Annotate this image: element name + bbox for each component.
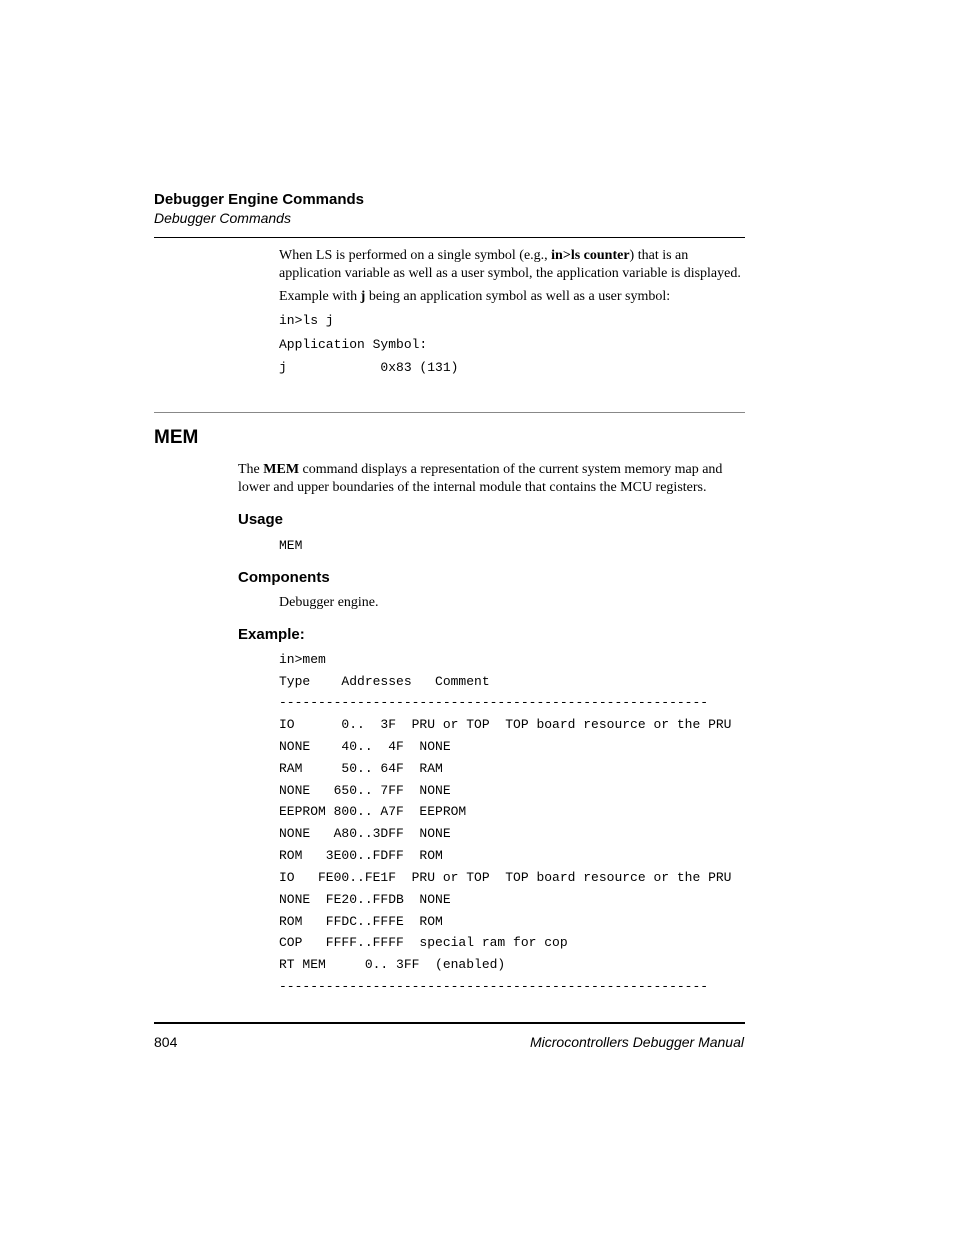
mem-description — [238, 461, 738, 497]
example-code-line: ROM 3E00..FDFF ROM — [279, 848, 443, 863]
example-code-line: ROM FFDC..FFFE ROM — [279, 914, 443, 929]
example-code-line: NONE 650.. 7FF NONE — [279, 783, 451, 798]
ls-paragraph-1 — [279, 247, 749, 283]
example-code-line: Type Addresses Comment — [279, 674, 490, 689]
ls-p2-bold: j — [360, 289, 366, 304]
example-code-line: IO 0.. 3F PRU or TOP TOP board resource or the PRU — [279, 717, 732, 732]
ls-p2-text-end: being an application symbol as well as a user symbol: — [365, 289, 671, 304]
footer-rule — [154, 1022, 745, 1024]
example-code-line: in>mem — [279, 652, 326, 667]
ls-p2-text: Example with — [279, 289, 361, 304]
running-header-subtitle: Debugger Commands — [154, 210, 291, 226]
example-code-line: EEPROM 800.. A7F EEPROM — [279, 804, 467, 819]
ls-paragraph-2 — [279, 288, 749, 306]
mem-heading: MEM — [154, 427, 199, 448]
mem-desc-text: The — [238, 462, 264, 477]
ls-p1-bold: in>ls counter — [551, 248, 630, 263]
example-heading: Example: — [238, 626, 305, 643]
mem-desc-bold: MEM — [263, 462, 300, 477]
ls-code-line: in>ls j — [279, 313, 334, 328]
example-code-line: RT MEM 0.. 3FF (enabled) — [279, 957, 506, 972]
ls-p1-text: When LS is performed on a single symbol (e.g., — [279, 248, 552, 263]
example-code-line: NONE 40.. 4F NONE — [279, 739, 451, 754]
example-code-line: IO FE00..FE1F PRU or TOP TOP board resource or the PRU — [279, 870, 732, 885]
components-heading: Components — [238, 569, 330, 586]
usage-code: MEM — [279, 538, 303, 553]
ls-code-line: Application Symbol: — [279, 337, 428, 352]
ls-code-line: j 0x83 (131) — [279, 360, 459, 375]
mem-desc-text-end: command displays a representation of the current system memory map and lower and upper boundaries of the internal module that contains the MCU registers. — [238, 462, 723, 495]
example-code-line: ------------------------------------------------------- — [279, 695, 709, 710]
header-rule — [154, 237, 745, 238]
example-code-line: NONE FE20..FFDB NONE — [279, 892, 451, 907]
ls-p1-text-end: ) that is an application variable as well as a user symbol, the application variable is displayed. — [279, 248, 741, 281]
example-code-line: COP FFFF..FFFF special ram for cop — [279, 935, 568, 950]
components-text: Debugger engine. — [279, 595, 379, 610]
running-header-title: Debugger Engine Commands — [154, 191, 365, 208]
section-divider — [154, 412, 745, 413]
example-code-line: ------------------------------------------------------- — [279, 979, 709, 994]
example-code-line: NONE A80..3DFF NONE — [279, 826, 451, 841]
example-code-line: RAM 50.. 64F RAM — [279, 761, 443, 776]
manual-title: Microcontrollers Debugger Manual — [530, 1034, 744, 1050]
page-number: 804 — [154, 1034, 178, 1050]
usage-heading: Usage — [238, 511, 284, 528]
